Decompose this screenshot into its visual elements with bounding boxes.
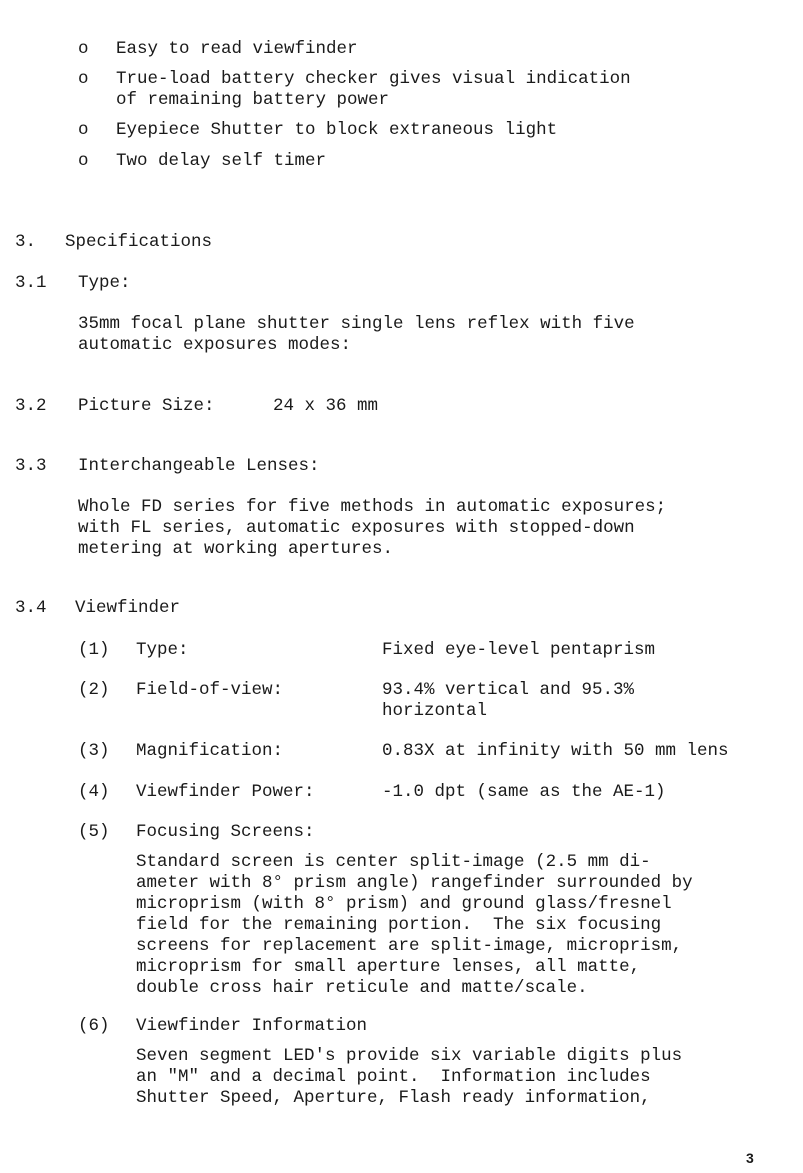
spec-item-label: Viewfinder Information	[136, 1016, 368, 1036]
paragraph-line: an "M" and a decimal point. Information includes	[136, 1067, 651, 1087]
paragraph-line: double cross hair reticule and matte/scale.	[136, 978, 588, 998]
bullet-mark: o	[78, 120, 89, 140]
section-number: 3.	[15, 232, 37, 252]
spec-item-label: Field-of-view:	[136, 680, 284, 700]
paragraph-line: microprism (with 8° prism) and ground glass/fresnel	[136, 894, 672, 914]
spec-item-number: (5)	[78, 822, 110, 842]
bullet-mark: o	[78, 39, 89, 59]
paragraph-line: ameter with 8° prism angle) rangefinder surrounded by	[136, 873, 693, 893]
subsection-number: 3.3	[15, 456, 47, 476]
paragraph-line: metering at working apertures.	[78, 539, 394, 559]
subsection-number: 3.2	[15, 396, 47, 416]
spec-item-label: Magnification:	[136, 741, 284, 761]
paragraph-line: 35mm focal plane shutter single lens reflex with five	[78, 314, 635, 334]
paragraph-line: Seven segment LED's provide six variable digits plus	[136, 1046, 683, 1066]
subsection-title: Picture Size:	[78, 396, 215, 416]
spec-item-label: Focusing Screens:	[136, 822, 315, 842]
spec-item-value: 93.4% vertical and 95.3%	[382, 680, 635, 700]
spec-item-number: (2)	[78, 680, 110, 700]
spec-item-value: -1.0 dpt (same as the AE-1)	[382, 782, 666, 802]
paragraph-line: field for the remaining portion. The six focusing	[136, 915, 662, 935]
spec-item-number: (4)	[78, 782, 110, 802]
picture-size-value: 24 x 36 mm	[273, 396, 379, 416]
feature-text: True-load battery checker gives visual indication	[116, 69, 631, 89]
subsection-number: 3.4	[15, 598, 47, 618]
subsection-title: Type:	[78, 273, 131, 293]
bullet-mark: o	[78, 151, 89, 171]
feature-text: Eyepiece Shutter to block extraneous light	[116, 120, 558, 140]
paragraph-line: automatic exposures modes:	[78, 335, 352, 355]
section-title: Specifications	[65, 232, 213, 252]
paragraph-line: microprism for small aperture lenses, all matte,	[136, 957, 641, 977]
subsection-title: Viewfinder	[75, 598, 181, 618]
paragraph-line: screens for replacement are split-image, microprism,	[136, 936, 683, 956]
page-number: 3	[746, 1150, 754, 1166]
feature-text-continued: of remaining battery power	[116, 90, 390, 110]
spec-item-number: (3)	[78, 741, 110, 761]
spec-item-label: Type:	[136, 640, 189, 660]
feature-text: Two delay self timer	[116, 151, 327, 171]
paragraph-line: Whole FD series for five methods in automatic exposures;	[78, 497, 667, 517]
paragraph-line: Standard screen is center split-image (2.5 mm di-	[136, 852, 651, 872]
subsection-number: 3.1	[15, 273, 47, 293]
subsection-title: Interchangeable Lenses:	[78, 456, 320, 476]
bullet-mark: o	[78, 69, 89, 89]
paragraph-line: Shutter Speed, Aperture, Flash ready information,	[136, 1088, 651, 1108]
paragraph-line: with FL series, automatic exposures with stopped-down	[78, 518, 635, 538]
spec-item-value: Fixed eye-level pentaprism	[382, 640, 656, 660]
spec-item-number: (6)	[78, 1016, 110, 1036]
feature-text: Easy to read viewfinder	[116, 39, 358, 59]
spec-item-value-continued: horizontal	[382, 701, 488, 721]
spec-item-label: Viewfinder Power:	[136, 782, 315, 802]
spec-item-number: (1)	[78, 640, 110, 660]
spec-item-value: 0.83X at infinity with 50 mm lens	[382, 741, 729, 761]
